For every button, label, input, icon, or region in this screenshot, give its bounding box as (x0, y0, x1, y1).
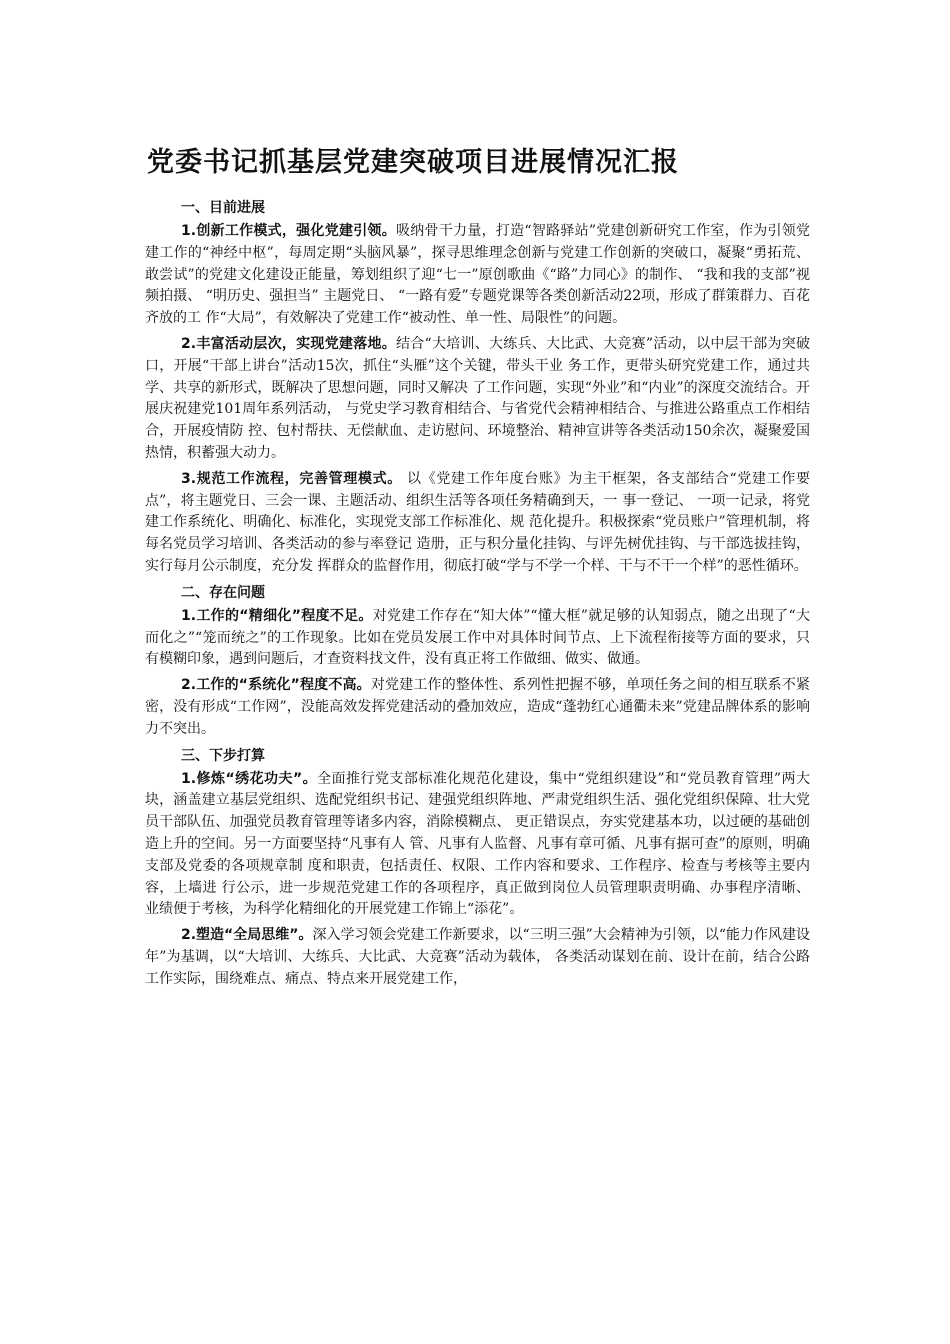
paragraph (145, 334, 810, 465)
paragraph (145, 675, 810, 740)
paragraph (145, 606, 810, 671)
paragraph-lead: 2.丰富活动层次，实现党建落地。 (181, 335, 397, 352)
paragraph-lead: 3.规范工作流程，完善管理模式。 (181, 470, 402, 487)
paragraph-text: 对党建工作的整体性、系列性把握不够，单项任务之间的相互联系不紧密，没有形成“工作网”，没能高效发挥党建活动的叠加效应，造成“蓬勃红心通衢未来”党建品牌体系的影响力不突出。 (145, 677, 810, 737)
paragraph-text: 结合“大培训、大练兵、大比武、大竞赛”活动，以中层干部为突破口，开展“干部上讲台”活动15次，抓住“头雁”这个关键，带头干业 务工作，更带头研究党建工作，通过共学、共享的新形式，既解决了思想问题，同时又解决 了工作问题，实现“外业”和“内业”的深度交流结合。开展庆祝建党101周年系列活动， 与党史学习教育相结合、与省党代会精神相结合、与推进公路重点工作相结合，开展疫情防 控、包村帮扶、无偿献血、走访慰问、环境整治、精神宣讲等各类活动150余次，凝聚爱国 热情，积蓄强大动力。 (145, 335, 810, 461)
paragraph-text: 吸纳骨干力量，打造“智路驿站”党建创新研究工作室，作为引领党建工作的“神经中枢”，每周定期“头脑风暴”，探寻思维理念创新与党建工作创新的突破口，凝聚“勇拓荒、敢尝试”的党建文化建设正能量，筹划组织了迎“七一”原创歌曲《“路”力同心》的制作、 “我和我的支部”视频拍摄、 “明历史、强担当” 主题党日、 “一路有爱”专题党课等各类创新活动22项，形成了群策群力、百花齐放的工 作“大局”，有效解决了党建工作“被动性、单一性、局限性”的问题。 (145, 223, 810, 327)
section-heading: 一、目前进展 (181, 200, 265, 216)
document-title: 党委书记抓基层党建突破项目进展情况汇报 (147, 147, 679, 178)
paragraph-lead: 1.修炼“绣花功夫”。 (181, 770, 318, 787)
paragraph-lead: 1.创新工作模式，强化党建引领。 (181, 223, 397, 239)
section-heading: 二、存在问题 (181, 584, 265, 601)
paragraph-lead: 2.塑造“全局思维”。 (181, 927, 313, 944)
paragraph-text: 全面推行党支部标准化规范化建设，集中“党组织建设”和“党员教育管理”两大块，涵盖建立基层党组织、选配党组织书记、建强党组织阵地、严肃党组织生活、强化党组织保障、壮大党员干部队伍、加强党员教育管理等诸多内容，消除模糊点、 更正错误点，夯实党建基本功，以过硬的基础创造上升的空间。另一方面要坚持“凡事有人 管、凡事有人监督、凡事有章可循、凡事有据可查”的原则，明确支部及党委的各项规章制 度和职责，包括责任、权限、工作内容和要求、工作程序、检查与考核等主要内容，上墙进 行公示，进一步规范党建工作的各项程序，真正做到岗位人员管理职责明确、办事程序清晰、 业绩便于考核，为科学化精细化的开展党建工作锦上“添花”。 (145, 770, 810, 918)
paragraph-lead: 2.工作的“系统化”程度不高。 (181, 677, 371, 694)
section-heading: 三、下步打算 (181, 747, 265, 764)
document-body (145, 143, 810, 995)
paragraph (145, 769, 810, 922)
paragraph-text: 以《党建工作年度台账》为主干框架，各支部结合“党建工作要点”，将主题党日、三会一课、主题活动、组织生活等各项任务精确到天，一 事一登记、 一项一记录，将党建工作系统化、明确化、标准化，实现党支部工作标准化、规 范化提升。积极探索“党员账户”管理机制，将每名党员学习培训、各类活动的参与率登记 造册，正与积分量化挂钩、与评先树优挂钩、与干部选拔挂钩，实行每月公示制度，充分发 挥群众的监督作用，彻底打破“学与不学一个样、干与不干一个样”的恶性循环。 (145, 470, 811, 574)
paragraph (145, 221, 810, 330)
paragraph-text: 深入学习领会党建工作新要求，以“三明三强”大会精神为引领，以“能力作风建设年”为基调，以“大培训、大练兵、大比武、大竞赛”活动为载体， 各类活动谋划在前、设计在前，结合公路工作实际，围绕难点、痛点、特点来开展党建工作， (145, 927, 810, 987)
paragraph-text: 对党建工作存在“知大体”“懂大框”就足够的认知弱点，随之出现了“大而化之”“笼而统之”的工作现象。比如在党员发展工作中对具体时间节点、上下流程衔接等方面的要求，只有模糊印象，遇到问题后，才查资料找文件，没有真正将工作做细、做实、做通。 (145, 607, 810, 668)
paragraph (145, 925, 810, 990)
paragraph (145, 469, 810, 578)
paragraph-lead: 1.工作的“精细化”程度不足。 (181, 607, 373, 624)
